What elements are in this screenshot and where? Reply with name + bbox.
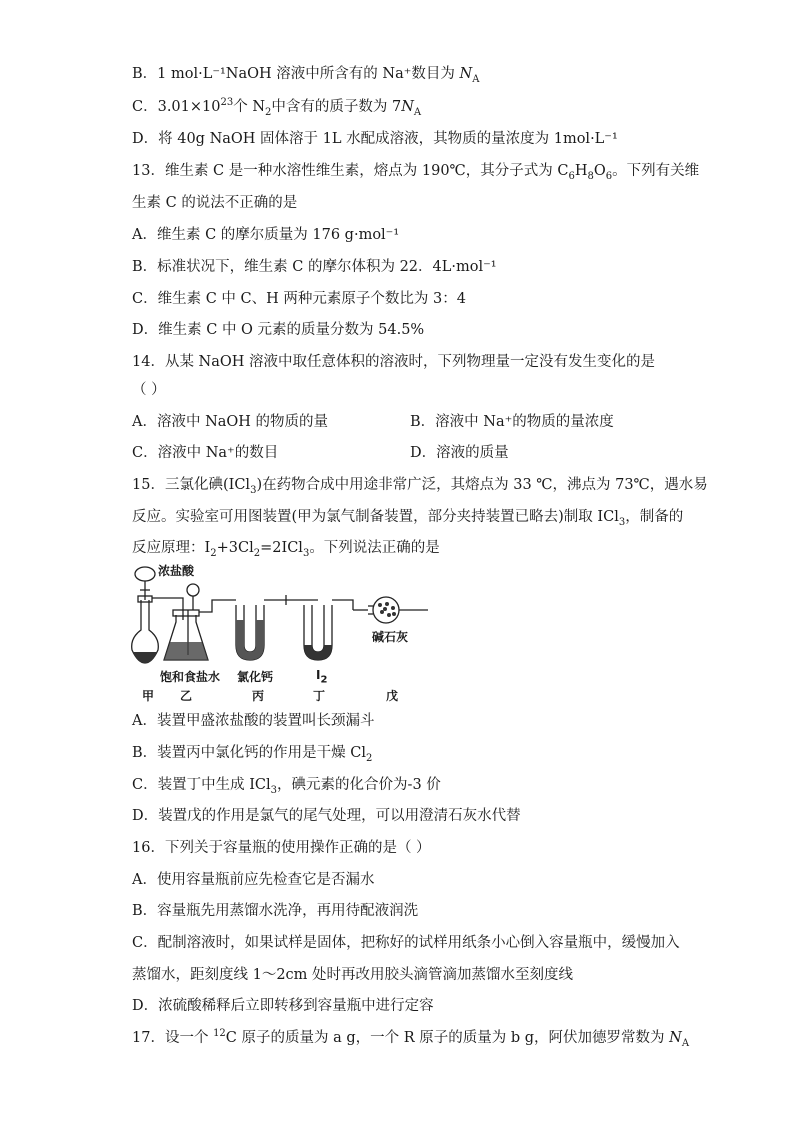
text: 。下列说法正确的是 (309, 540, 440, 556)
subscript: 2 (366, 752, 373, 764)
subscript: 6 (568, 170, 575, 182)
label-yi: 乙 (180, 689, 193, 703)
avogadro-subscript: A (472, 73, 480, 85)
text: ，碘元素的化合价为-3 价 (277, 777, 441, 793)
subscript: 8 (587, 170, 594, 182)
text: )在药物合成中用途非常广泛，其熔点为 33 ℃，沸点为 73℃，遇水易 (256, 477, 708, 493)
q13-option-d: D．维生素 C 中 O 元素的质量分数为 54.5% (132, 322, 425, 338)
q15-option-d: D．装置戊的作用是氯气的尾气处理，可以用澄清石灰水代替 (132, 808, 521, 824)
q14-option-d: D．溶液的质量 (410, 445, 509, 461)
subscript: 2 (265, 106, 272, 118)
q15-option-b (132, 743, 372, 763)
text: 个 N (233, 99, 266, 115)
text: O (593, 163, 606, 179)
text: H (574, 163, 588, 179)
text: B．装置丙中氯化钙的作用是干燥 Cl (132, 745, 366, 761)
subscript: 2 (253, 547, 261, 559)
label-ding: 丁 (313, 689, 326, 703)
q13-stem (132, 161, 699, 181)
text: 。下列有关维 (612, 163, 700, 179)
text: C．装置丁中生成 ICl (132, 777, 271, 793)
text: ，制备的 (625, 509, 684, 525)
q14-stem: 14．从某 NaOH 溶液中取任意体积的溶液时，下列物理量一定没有发生变化的是 (132, 354, 656, 370)
q16-option-d: D．浓硫酸稀释后立即转移到容量瓶中进行定容 (132, 998, 434, 1014)
subscript: 3 (618, 516, 626, 528)
label-nacl: 饱和食盐水 (160, 670, 221, 684)
q14-option-c: C．溶液中 Na⁺的数目 (132, 445, 279, 461)
q16-option-c-cont: 蒸馏水，距刻度线 1～2cm 处时再改用胶头滴管滴加蒸馏水至刻度线 (132, 967, 574, 983)
label-cacl2: 氯化钙 (237, 670, 274, 684)
text: +3Cl (216, 540, 254, 556)
q12-option-d: D．将 40g NaOH 固体溶于 1L 水配成溶液，其物质的量浓度为 1mol·L⁻¹ (132, 131, 618, 147)
q17-stem (132, 1028, 689, 1048)
q14-option-b: B．溶液中 Na⁺的物质的量浓度 (410, 414, 614, 430)
text: =2ICl (260, 540, 303, 556)
subscript: 3 (302, 547, 310, 559)
apparatus-figure (128, 560, 438, 705)
text: 17．设一个 (132, 1030, 214, 1046)
q12-option-b-text: B．1 mol·L⁻¹NaOH 溶液中所含有的 Na⁺数目为 (132, 66, 460, 82)
q15-option-a: A．装置甲盛浓盐酸的装置叫长颈漏斗 (132, 713, 375, 729)
label-jia: 甲 (142, 689, 155, 703)
label-wu: 戊 (386, 689, 399, 703)
q12-option-c (132, 97, 421, 117)
label-bing: 丙 (252, 689, 265, 703)
avogadro-subscript: A (413, 106, 422, 118)
flask-yi-liquid (164, 642, 208, 660)
text: C．3.01×10 (132, 99, 221, 115)
text: C 原子的质量为 a g，一个 R 原子的质量为 b g，阿伏加德罗常数为 (225, 1030, 670, 1046)
q16-option-b: B．容量瓶先用蒸馏水洗净，再用待配液润洗 (132, 903, 419, 919)
label-soda-lime: 碱石灰 (372, 630, 409, 644)
text: 中含有的质子数为 7 (271, 99, 402, 115)
subscript: 2 (210, 547, 217, 559)
superscript: 23 (220, 97, 234, 109)
q14-paren: （ ） (132, 382, 166, 398)
subscript: 3 (250, 484, 257, 496)
label-i2 (316, 668, 328, 686)
avogadro-symbol: N (401, 99, 414, 115)
flask-jia-liquid (133, 652, 157, 663)
text: 13．维生素 C 是一种水溶性维生素，熔点为 190℃，其分子式为 C (132, 163, 569, 179)
text: 反应。实验室可用图装置(甲为氯气制备装置，部分夹持装置已略去)制取 ICl (132, 509, 619, 525)
subscript: 2 (320, 674, 328, 686)
avogadro-symbol: N (459, 66, 473, 82)
q13-option-a: A．维生素 C 的摩尔质量为 176 g·mol⁻¹ (132, 227, 400, 243)
text: 15．三氯化碘(ICl (132, 477, 251, 493)
q16-option-c: C．配制溶液时，如果试样是固体，把称好的试样用纸条小心倒入容量瓶中，缓慢加入 (132, 935, 680, 951)
q13-stem-cont: 生素 C 的说法不正确的是 (132, 195, 298, 211)
text: 反应原理：I (132, 540, 211, 556)
text: I (316, 668, 321, 682)
q13-option-c: C．维生素 C 中 C、H 两种元素原子个数比为 3：4 (132, 291, 466, 307)
subscript: 6 (605, 170, 613, 182)
q15-option-c (132, 775, 441, 795)
q16-option-a: A．使用容量瓶前应先检查它是否漏水 (132, 872, 375, 888)
q15-stem-line-3 (132, 538, 440, 558)
label-hcl: 浓盐酸 (158, 564, 195, 578)
q12-option-b (132, 64, 479, 84)
superscript: 12 (213, 1028, 226, 1040)
q14-option-a: A．溶液中 NaOH 的物质的量 (132, 414, 329, 430)
funnel-bulb (135, 567, 155, 581)
q14-options-row-1 (132, 412, 328, 432)
avogadro-symbol: N (669, 1030, 682, 1046)
u-tube-bing-cacl2 (236, 620, 264, 660)
q15-stem (132, 475, 708, 495)
q13-option-b: B．标准状况下，维生素 C 的摩尔体积为 22．4L·mol⁻¹ (132, 259, 497, 275)
q15-stem-line-2 (132, 507, 683, 527)
q16-stem: 16．下列关于容量瓶的使用操作正确的是（ ） (132, 840, 431, 856)
avogadro-subscript: A (681, 1037, 690, 1049)
subscript: 3 (270, 784, 278, 796)
